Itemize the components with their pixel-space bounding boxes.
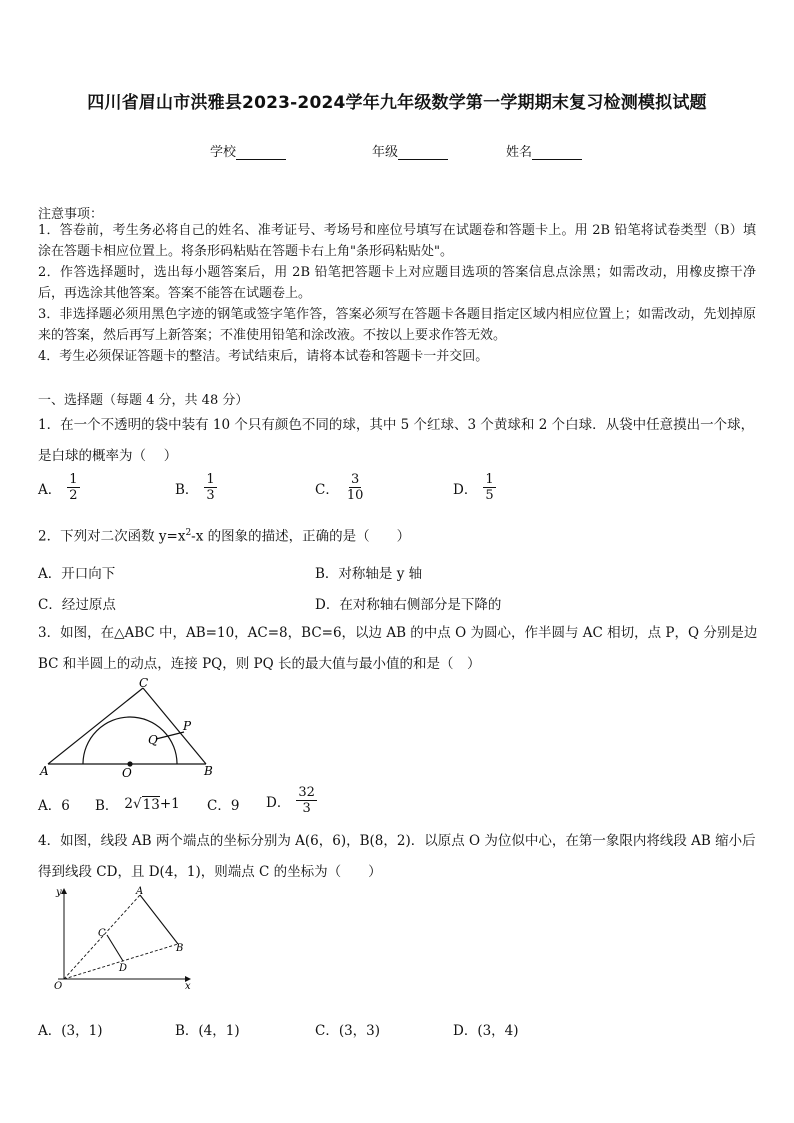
school-field <box>210 141 286 160</box>
label-p: P <box>183 719 192 733</box>
name-blank <box>532 146 582 160</box>
segment-pq <box>156 732 184 739</box>
school-label: 学校 <box>210 145 237 160</box>
q1-option-c[interactable] <box>315 472 365 503</box>
q2-option-a[interactable]: A．开口向下 <box>38 566 116 582</box>
grade-blank <box>398 146 448 160</box>
q4-option-b[interactable]: B．(4，1) <box>175 1023 240 1039</box>
label-b: B <box>176 943 184 954</box>
note-item-1: 1．答卷前，考生务必将自己的姓名、准考证号、考场号和座位号填写在试题卷和答题卡上。用 2B 铅笔将试卷类型（B）填涂在答题卡相应位置上。将条形码粘贴在答题卡右上角"条形码粘贴处"。 <box>38 223 756 259</box>
notes-heading: 注意事项： <box>38 207 104 222</box>
note-item-2: 2．作答选择题时，选出每小题答案后，用 2B 铅笔把答题卡上对应题目选项的答案信息点涂黑；如需改动，用橡皮擦干净后，再选涂其他答案。答案不能答在试题卷上。 <box>38 265 756 301</box>
q4-option-c[interactable]: C．(3，3) <box>315 1023 381 1039</box>
segment-cd <box>107 935 123 961</box>
note-item-3: 3．非选择题必须用黑色字迹的钢笔或签字笔作答，答案必须写在答题卡各题目指定区域内相应位置上；如需改动，先划掉原来的答案，然后再写上新答案；不准使用铅笔和涂改液。不按以上要求作答无效。 <box>38 307 756 343</box>
name-field <box>506 141 582 160</box>
fraction <box>296 785 317 816</box>
denominator: 3 <box>302 801 311 816</box>
label-c: C <box>98 928 106 939</box>
q2-text-pre: 2．下列对二次函数 y=x <box>38 528 186 545</box>
question-1-text: 1．在一个不透明的袋中装有 10 个只有颜色不同的球，其中 5 个红球、3 个黄球和 2 个白球．从袋中任意摸出一个球，是白球的概率为（ ） <box>38 417 755 464</box>
addend: +1 <box>159 796 180 812</box>
grade-field <box>372 141 448 160</box>
section-heading: 一、选择题（每题 4 分，共 48 分） <box>38 393 249 408</box>
fraction <box>345 472 366 503</box>
denominator: 2 <box>69 488 78 503</box>
option-letter: D． <box>266 794 291 811</box>
q2-option-d[interactable]: D．在对称轴右侧部分是下降的 <box>315 597 502 613</box>
radical-icon: √ <box>133 796 142 812</box>
denominator: 10 <box>346 488 364 503</box>
label-q: Q <box>148 733 158 747</box>
option-letter: B． <box>95 798 119 814</box>
label-a: A <box>40 764 49 778</box>
q2-text-post: -x 的图象的描述，正确的是（ ） <box>191 528 411 545</box>
question-4-text: 4．如图，线段 AB 两个端点的坐标分别为 A(6，6)，B(8，2)．以原点 O 为位似中心，在第一象限内将线段 AB 缩小后得到线段 CD，且 D(4，1)，则端点 C 的坐标为（ ） <box>38 833 756 880</box>
q2-option-c[interactable]: C．经过原点 <box>38 597 116 613</box>
q4-option-d[interactable]: D．(3，4) <box>453 1023 519 1039</box>
question-2-text <box>38 518 760 553</box>
grade-label: 年级 <box>372 145 399 160</box>
q2-option-b[interactable]: B．对称轴是 y 轴 <box>315 566 423 582</box>
numerator: 1 <box>206 472 215 487</box>
q3-option-a[interactable]: A．6 <box>38 798 70 814</box>
label-y: y <box>56 887 62 898</box>
label-c: C <box>139 676 149 690</box>
label-b: B <box>204 764 213 778</box>
segment-ab <box>140 895 178 944</box>
option-letter: A． <box>38 481 62 498</box>
option-letter: C． <box>315 481 339 498</box>
q2-exponent: 2 <box>185 528 192 538</box>
q3-option-d[interactable] <box>266 785 317 816</box>
coordinate-figure <box>48 885 198 997</box>
school-blank <box>236 146 286 160</box>
numerator: 1 <box>69 472 78 487</box>
q4-option-a[interactable]: A．(3，1) <box>38 1023 103 1039</box>
label-x: x <box>185 981 191 992</box>
denominator: 5 <box>485 488 494 503</box>
label-o: O <box>122 766 132 780</box>
radicand: 13 <box>142 796 160 813</box>
q1-option-d[interactable] <box>453 472 496 503</box>
name-label: 姓名 <box>506 145 533 160</box>
q3-option-b[interactable] <box>95 794 180 814</box>
numerator: 1 <box>485 472 494 487</box>
q1-option-a[interactable] <box>38 472 80 503</box>
label-a: A <box>136 886 144 897</box>
denominator: 3 <box>206 488 215 503</box>
q1-option-b[interactable] <box>175 472 217 503</box>
label-o: O <box>54 981 63 992</box>
fraction <box>67 472 79 503</box>
coefficient: 2 <box>124 796 134 812</box>
page-title: 四川省眉山市洪雅县2023-2024学年九年级数学第一学期期末复习检测模拟试题 <box>87 93 707 113</box>
option-letter: D． <box>453 481 478 498</box>
fraction <box>483 472 495 503</box>
note-item-4: 4．考生必须保证答题卡的整洁。考试结束后，请将本试卷和答题卡一并交回。 <box>38 349 489 364</box>
question-3-text: 3．如图，在△ABC 中，AB=10，AC=8，BC=6，以边 AB 的中点 O 为圆心，作半圆与 AC 相切，点 P，Q 分别是边 BC 和半圆上的动点，连接 PQ，则 PQ 长的最大值与最小值的和是（ ） <box>38 625 758 672</box>
numerator: 32 <box>298 785 315 800</box>
label-d: D <box>119 963 128 974</box>
q3-option-c[interactable]: C．9 <box>207 798 240 814</box>
option-letter: B． <box>175 481 199 498</box>
triangle-semicircle-figure <box>36 676 226 782</box>
numerator: 3 <box>350 472 360 487</box>
fraction <box>204 472 216 503</box>
